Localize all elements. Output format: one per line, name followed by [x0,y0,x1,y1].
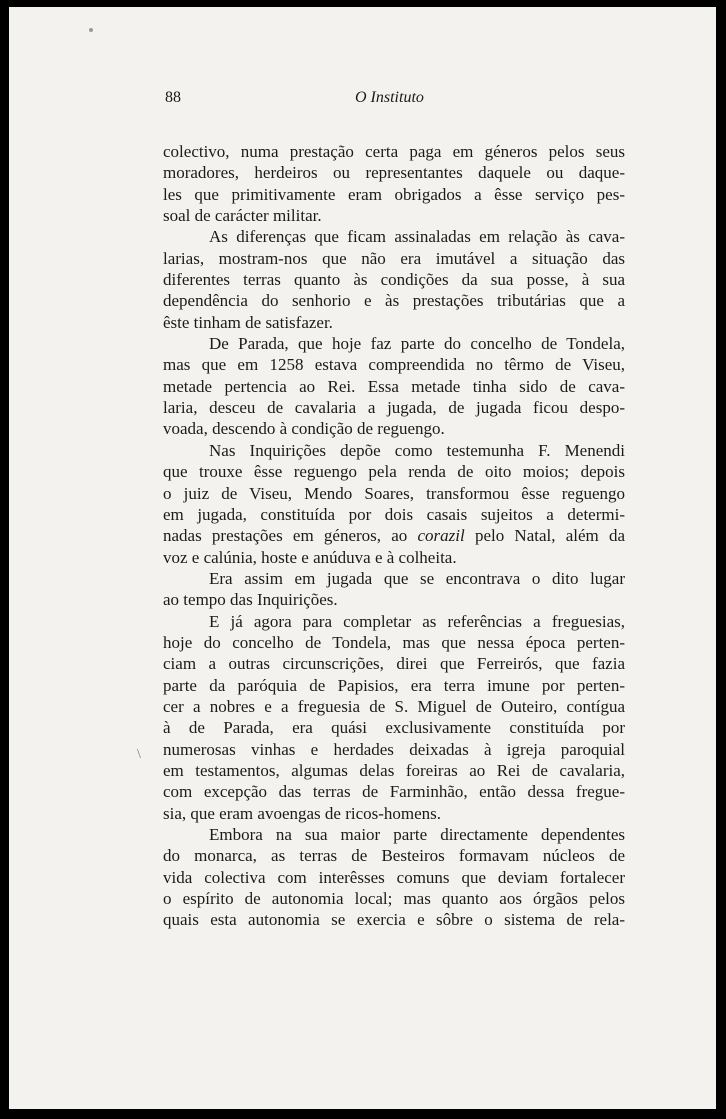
text-line: colectivo, numa prestação certa paga em géneros pelos seus [163,142,625,161]
text-line: em testamentos, algumas delas foreiras ao Rei de cavalaria, [163,760,625,780]
text-line: hoje do concelho de Tondela, mas que nessa época perten- [163,632,625,652]
margin-mark: \ [137,747,141,762]
text-line: em jugada, constituída por dois casais sujeitos a determi- [163,504,625,524]
text-line: sia, que eram avoengas de ricos-homens. [163,803,442,823]
text-line: De Parada, que hoje faz parte do concelho de Tondela, [209,334,625,354]
text-line: o juiz de Viseu, Mendo Soares, transformou êsse reguengo [163,483,625,503]
text-line: vida colectiva com interêsses comuns que deviam fortalecer [163,867,625,887]
text-line: metade pertencia ao Rei. Essa metade tinha sido de cava- [163,376,625,396]
text-line: à de Parada, era quási exclusivamente constituída por [163,718,625,738]
text-line: que trouxe êsse reguengo pela renda de oito moios; depois [163,462,625,482]
text-line: Era assim em jugada que se encontrava o dito lugar [209,568,625,588]
text-line: voada, descendo à condição de reguengo. [163,419,445,439]
text-line: do monarca, as terras de Besteiros formavam núcleos de [163,846,625,866]
text-line: E já agora para completar as referências a freguesias, [209,611,625,631]
running-title: O Instituto [355,89,424,106]
text-line: les que primitivamente eram obrigados a êsse serviço pes- [163,184,625,204]
speck [89,28,93,32]
text-line: parte da paróquia de Papisios, era terra imune por perten- [163,675,625,695]
text-line: larias, mostram-nos que não era imutável a situação das [163,248,625,268]
text-line: mas que em 1258 estava compreendida no têrmo de Viseu, [163,355,625,375]
text-line: ao tempo das Inquirições. [163,590,338,610]
text-line: laria, desceu de cavalaria a jugada, de jugada ficou despo- [163,398,625,418]
text-line: dependência do senhorio e às prestações tributárias que a [163,291,625,311]
text-body [163,141,625,931]
text-line: quais esta autonomia se exercia e sôbre o sistema de rela- [163,910,625,930]
text-line: moradores, herdeiros ou representantes daquele ou daque- [163,163,625,183]
text-line: ciam a outras circunscrições, direi que Ferreirós, que fazia [163,654,625,674]
text-line: êste tinham de satisfazer. [163,312,333,332]
italic-term: corazil [417,526,465,546]
page-header [165,89,625,111]
text-line: numerosas vinhas e herdades deixadas à igreja paroquial [163,739,625,759]
text-line: cer a nobres e a freguesia de S. Miguel de Outeiro, contígua [163,696,625,716]
text-line: o espírito de autonomia local; mas quanto aos órgãos pelos [163,889,625,909]
text-line: Embora na sua maior parte directamente dependentes [209,825,625,844]
text-line: voz e calúnia, hoste e anúduva e à colheita. [163,547,457,567]
text-line: nadas prestações em géneros, ao corazil pelo Natal, além da [163,526,625,546]
page-number: 88 [165,89,181,106]
text-line: com excepção das terras de Farminhão, então dessa fregue- [163,782,625,802]
text-line: diferentes terras quanto às condições da sua posse, à sua [163,270,625,290]
text-line: Nas Inquirições depõe como testemunha F. Menendi [209,440,625,460]
text-line: soal de carácter militar. [163,206,322,226]
text-line: As diferenças que ficam assinaladas em relação às cava- [209,227,625,247]
book-page [9,7,716,1109]
